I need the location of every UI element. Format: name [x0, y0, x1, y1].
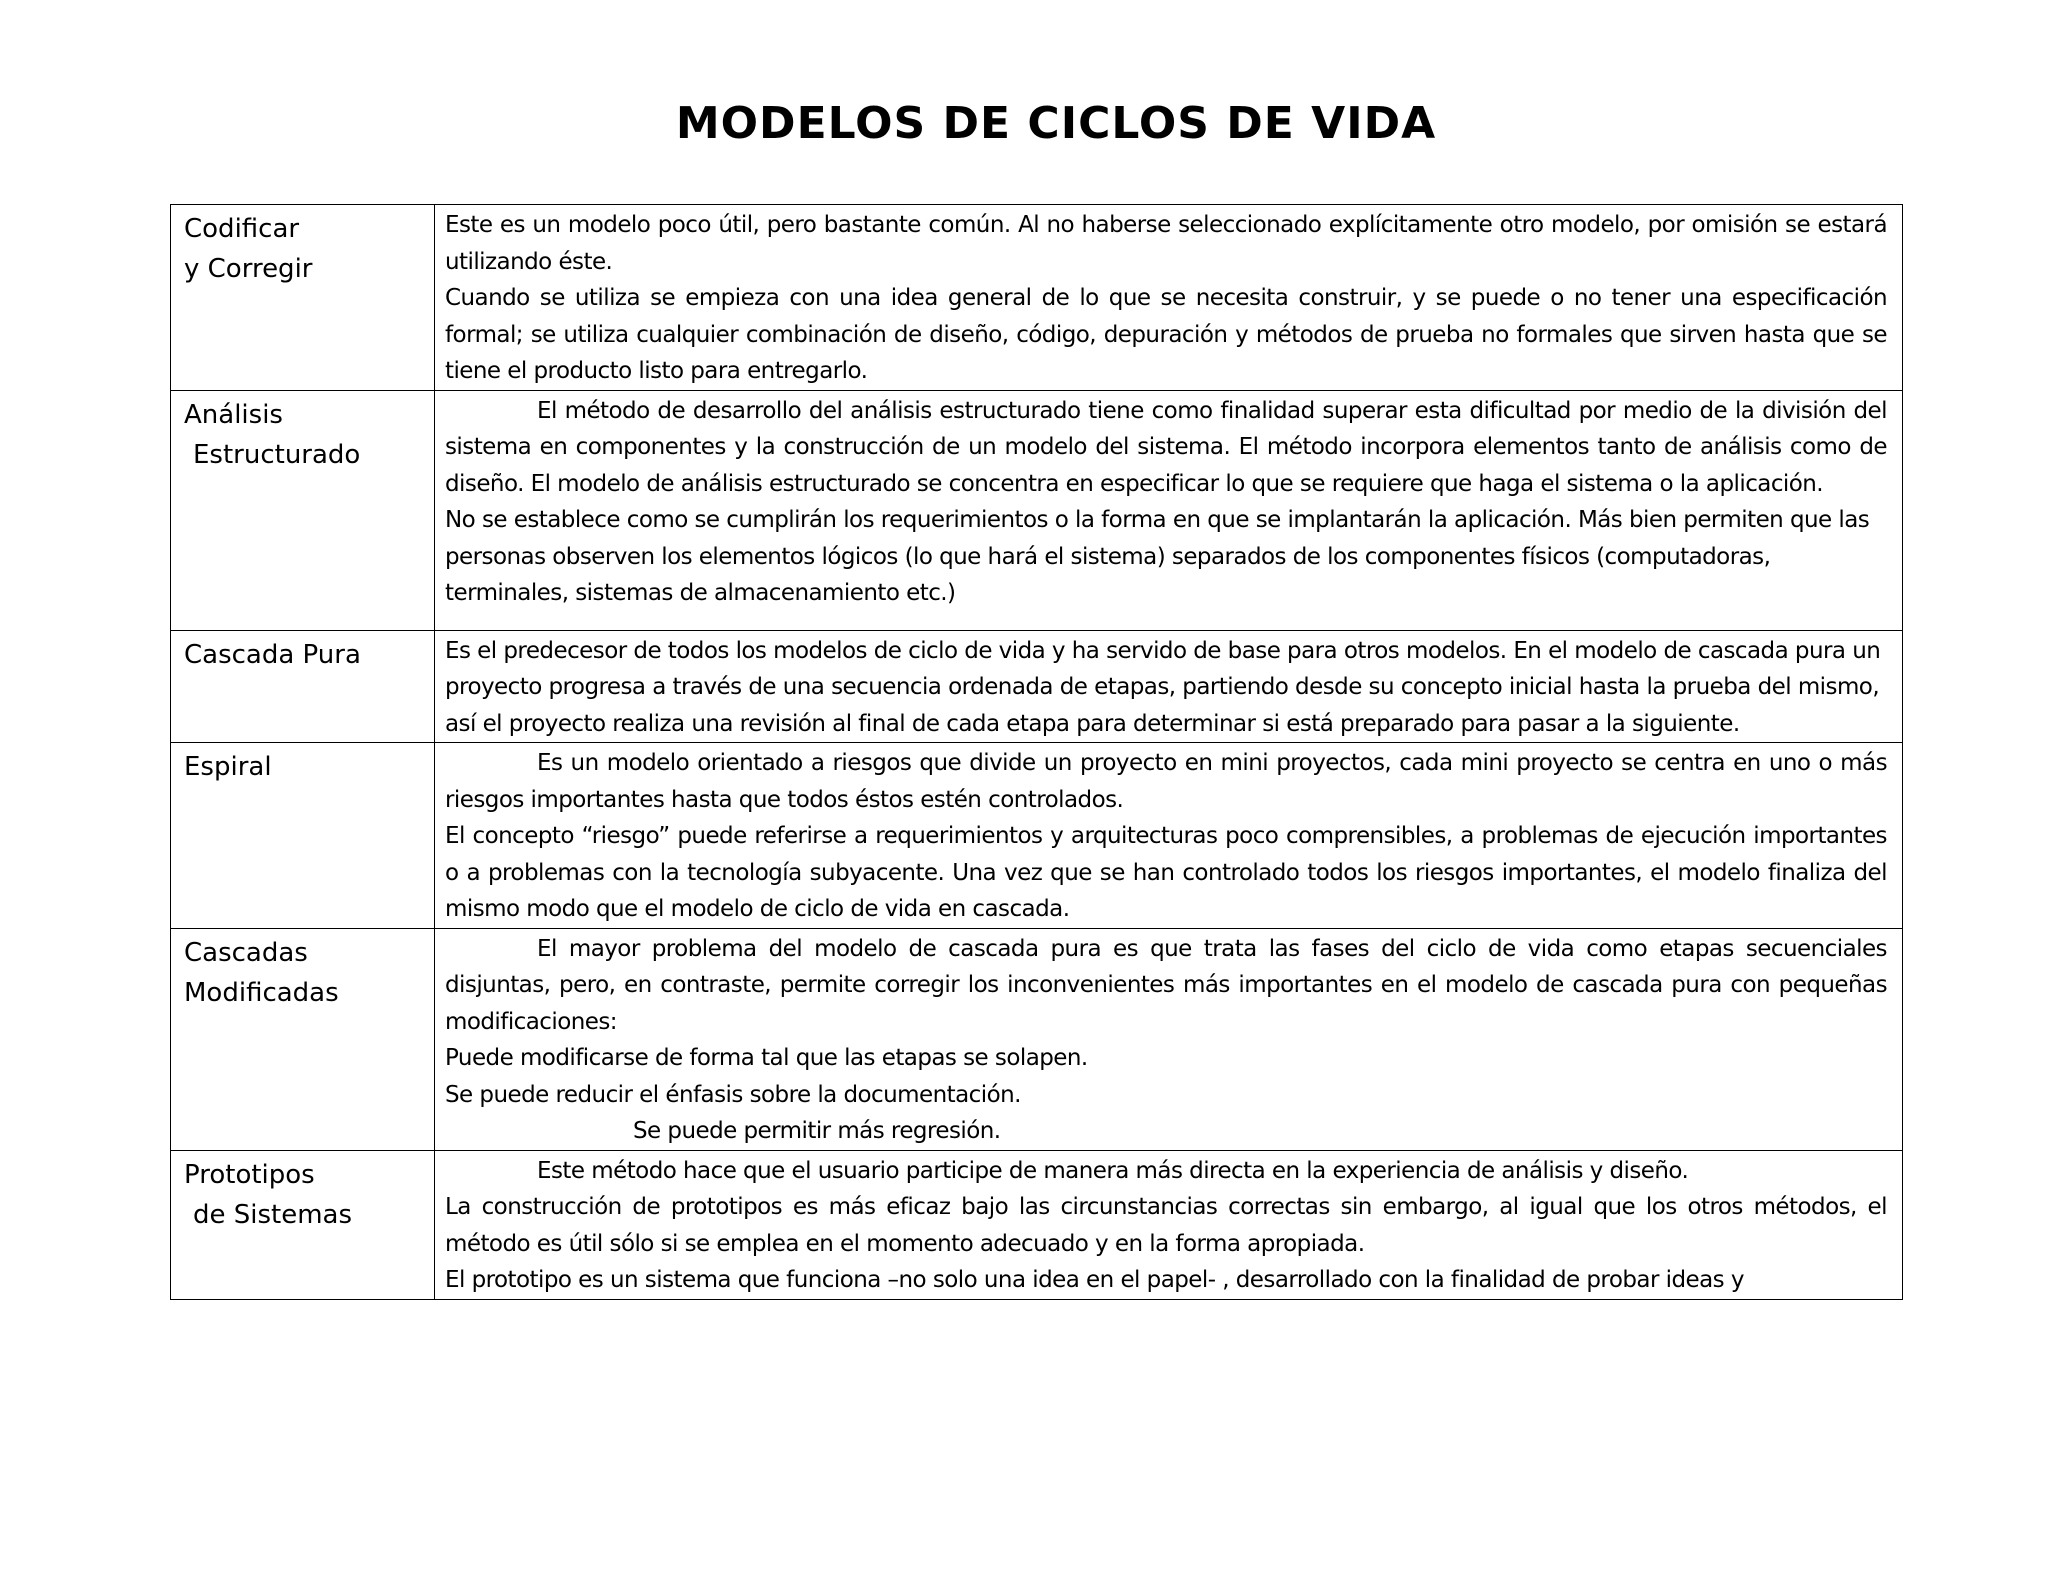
model-name-line: Prototipos	[184, 1159, 315, 1190]
table-row-codificar-corregir	[171, 205, 1903, 391]
model-name-line: Estructurado	[193, 439, 361, 470]
model-name-cell	[171, 743, 435, 929]
description-paragraph: Es el predecesor de todos los modelos de ciclo de vida y ha servido de base para otros modelos. En el modelo de cascada pura un proyecto progresa a través de una secuencia ordenada de etapas, partiendo desde su concepto inicial hasta la prueba del mismo, así el proyecto realiza una revisión al final de cada etapa para determinar si está preparado para pasar a la siguiente.	[445, 637, 1881, 737]
model-name-line: Cascadas	[184, 937, 308, 968]
model-description-cell	[435, 630, 1903, 743]
model-name-cell	[171, 928, 435, 1150]
description-paragraph: Se puede permitir más regresión.	[633, 1118, 1001, 1144]
description-paragraph: Se puede reducir el énfasis sobre la documentación.	[445, 1081, 1021, 1108]
model-name-line: Espiral	[184, 752, 272, 782]
model-name-cell	[171, 390, 435, 630]
table-row-cascadas-modificadas	[171, 928, 1903, 1150]
description-paragraph: No se establece como se cumplirán los requerimientos o la forma en que se implantarán la aplicación. Más bien permiten que las personas observen los elementos lógicos (lo que hará el sistema) separados de los componentes físicos (computadoras, terminales, sistemas de almacenamiento etc.)	[445, 507, 1870, 606]
model-name-line: Codificar	[184, 214, 300, 244]
model-description-cell	[435, 743, 1903, 929]
description-paragraph: Este método hace que el usuario participe de manera más directa en la experiencia de análisis y diseño.	[537, 1157, 1689, 1184]
description-paragraph: Puede modificarse de forma tal que las etapas se solapen.	[445, 1045, 1088, 1071]
table-row-analisis-estructurado	[171, 390, 1903, 630]
model-name-cell	[171, 1150, 435, 1299]
description-paragraph: El mayor problema del modelo de cascada pura es que trata las fases del ciclo de vida como etapas secuenciales disjuntas, pero, en contraste, permite corregir los inconvenientes más importantes en el modelo de cascada pura con pequeñas modificaciones:	[445, 935, 1887, 1035]
model-description-cell	[435, 1150, 1903, 1299]
description-paragraph: Este es un modelo poco útil, pero bastante común. Al no haberse seleccionado explícitamente otro modelo, por omisión se estará utilizando éste.	[445, 212, 1887, 275]
model-name-line: Modificadas	[184, 977, 339, 1008]
description-paragraph: El prototipo es un sistema que funciona –no solo una idea en el papel- , desarrollado con la finalidad de probar ideas y	[445, 1267, 1744, 1293]
lifecycle-models-table	[170, 204, 1903, 1300]
model-name-cell	[171, 630, 435, 743]
description-paragraph: El concepto “riesgo” puede referirse a requerimientos y arquitecturas poco comprensibles, a problemas de ejecución importantes o a problemas con la tecnología subyacente. Una vez que se han controlado todos los riesgos importantes, el modelo finaliza del mismo modo que el modelo de ciclo de vida en cascada.	[445, 823, 1887, 922]
description-paragraph: El método de desarrollo del análisis estructurado tiene como finalidad superar esta dificultad por medio de la división del sistema en componentes y la construcción de un modelo del sistema. El método incorpora elementos tanto de análisis como de diseño. El modelo de análisis estructurado se concentra en especificar lo que se requiere que haga el sistema o la aplicación.	[445, 397, 1887, 497]
table-row-espiral	[171, 743, 1903, 929]
model-name-line: Cascada Pura	[184, 639, 361, 670]
table-row-cascada-pura	[171, 630, 1903, 743]
model-name-line: Análisis	[184, 399, 283, 430]
description-paragraph: Es un modelo orientado a riesgos que divide un proyecto en mini proyectos, cada mini proyecto se centra en uno o más riesgos importantes hasta que todos éstos estén controlados.	[445, 750, 1887, 813]
model-description-cell	[435, 390, 1903, 630]
model-description-cell	[435, 928, 1903, 1150]
model-name-line: y Corregir	[184, 254, 313, 284]
description-paragraph: Cuando se utiliza se empieza con una idea general de lo que se necesita construir, y se puede o no tener una especificación formal; se utiliza cualquier combinación de diseño, código, depuración y métodos de prueba no formales que sirven hasta que se tiene el producto listo para entregarlo.	[445, 285, 1887, 384]
model-name-cell	[171, 205, 435, 391]
page-title: MODELOS DE CICLOS DE VIDA	[675, 98, 1437, 149]
model-name-line: de Sistemas	[193, 1199, 353, 1230]
table-row-prototipos-sistemas	[171, 1150, 1903, 1299]
model-description-cell	[435, 205, 1903, 391]
description-paragraph: La construcción de prototipos es más eficaz bajo las circunstancias correctas sin embargo, al igual que los otros métodos, el método es útil sólo si se emplea en el momento adecuado y en la forma apropiada.	[445, 1194, 1887, 1257]
